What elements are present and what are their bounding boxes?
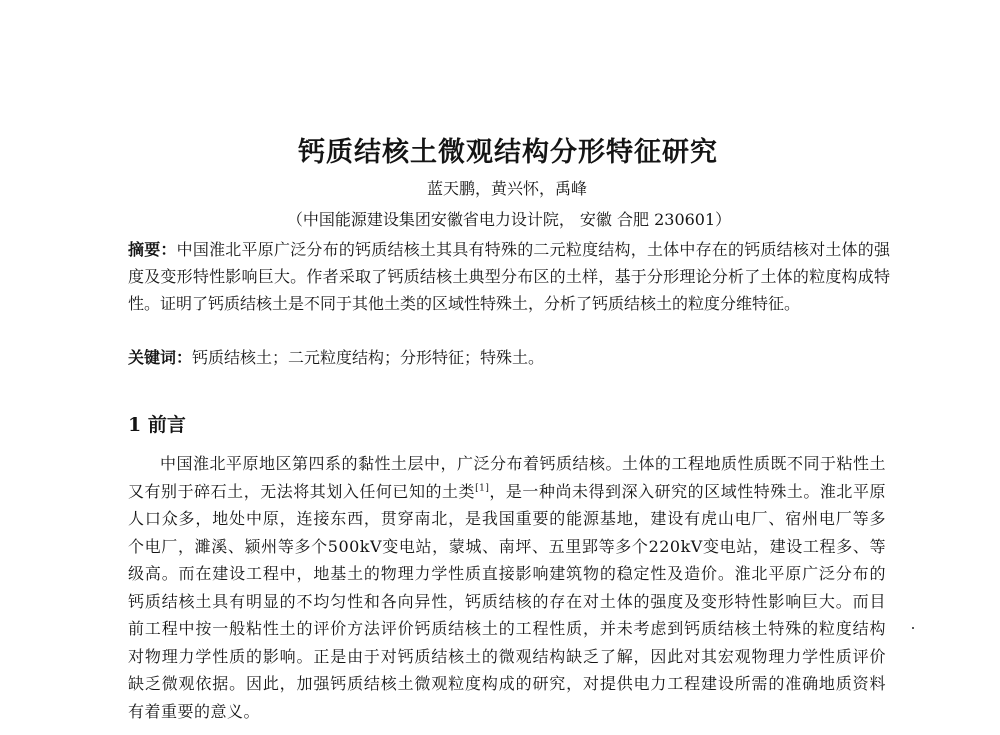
- abstract-label: 摘要：: [128, 240, 177, 259]
- keywords-text: 钙质结核土；二元粒度结构；分形特征；特殊土。: [192, 348, 545, 367]
- introduction-text-part1: 中国淮北平原地区第四系的黏性土层中，广泛分布着钙质结核。土体的工程地质性质既不同于粘性土又有别于碎石土，无法将其划入任何已知的土类: [128, 454, 887, 501]
- paper-title: 钙质结核土微观结构分形特征研究: [298, 137, 718, 168]
- introduction-text-part2: ，是一种尚未得到深入研究的区域性特殊土。淮北平原人口众多，地处中原，连接东西，贯穿南北，是我国重要的能源基地，建设有虎山电厂、宿州电厂等多个电厂，濉溪、颍州等多个500kV变电站，蒙城、南坪、五里郢等多个220kV变电站，建设工程多、等级高。而在建设工程中，地基土的物理力学性质直接影响建筑物的稳定性及造价。淮北平原广泛分布的钙质结核土具有明显的不均匀性和各向异性，钙质结核的存在对土体的强度及变形特性影响巨大。而目前工程中按一般粘性土的评价方法评价钙质结核土的工程性质，并未考虑到钙质结核土特殊的粒度结构对物理力学性质的影响。正是由于对钙质结核土的微观结构缺乏了解，因此对其宏观物理力学性质评价缺乏微观依据。因此，加强钙质结核土微观粒度构成的研究，对提供电力工程建设所需的准确地质资料有着重要的意义。: [128, 481, 886, 721]
- keywords-label: 关键词：: [128, 348, 193, 367]
- citation-marker: [1]: [475, 483, 490, 494]
- abstract-paragraph: [128, 236, 890, 317]
- keywords-line: [128, 344, 890, 371]
- paper-affiliation: （中国能源建设集团安徽省电力设计院， 安徽 合肥 230601）: [286, 210, 732, 229]
- introduction-paragraph: [128, 450, 886, 725]
- paper-authors: 蓝天鹏，黄兴怀，禹峰: [426, 179, 587, 198]
- section-heading-introduction: 1 前言: [128, 414, 186, 436]
- scan-speck: [912, 627, 914, 629]
- abstract-text: 中国淮北平原广泛分布的钙质结核土其具有特殊的二元粒度结构，土体中存在的钙质结核对土体的强度及变形特性影响巨大。作者采取了钙质结核土典型分布区的土样，基于分形理论分析了土体的粒度构成特性。证明了钙质结核土是不同于其他土类的区域性特殊土，分析了钙质结核土的粒度分维特征。: [128, 240, 890, 313]
